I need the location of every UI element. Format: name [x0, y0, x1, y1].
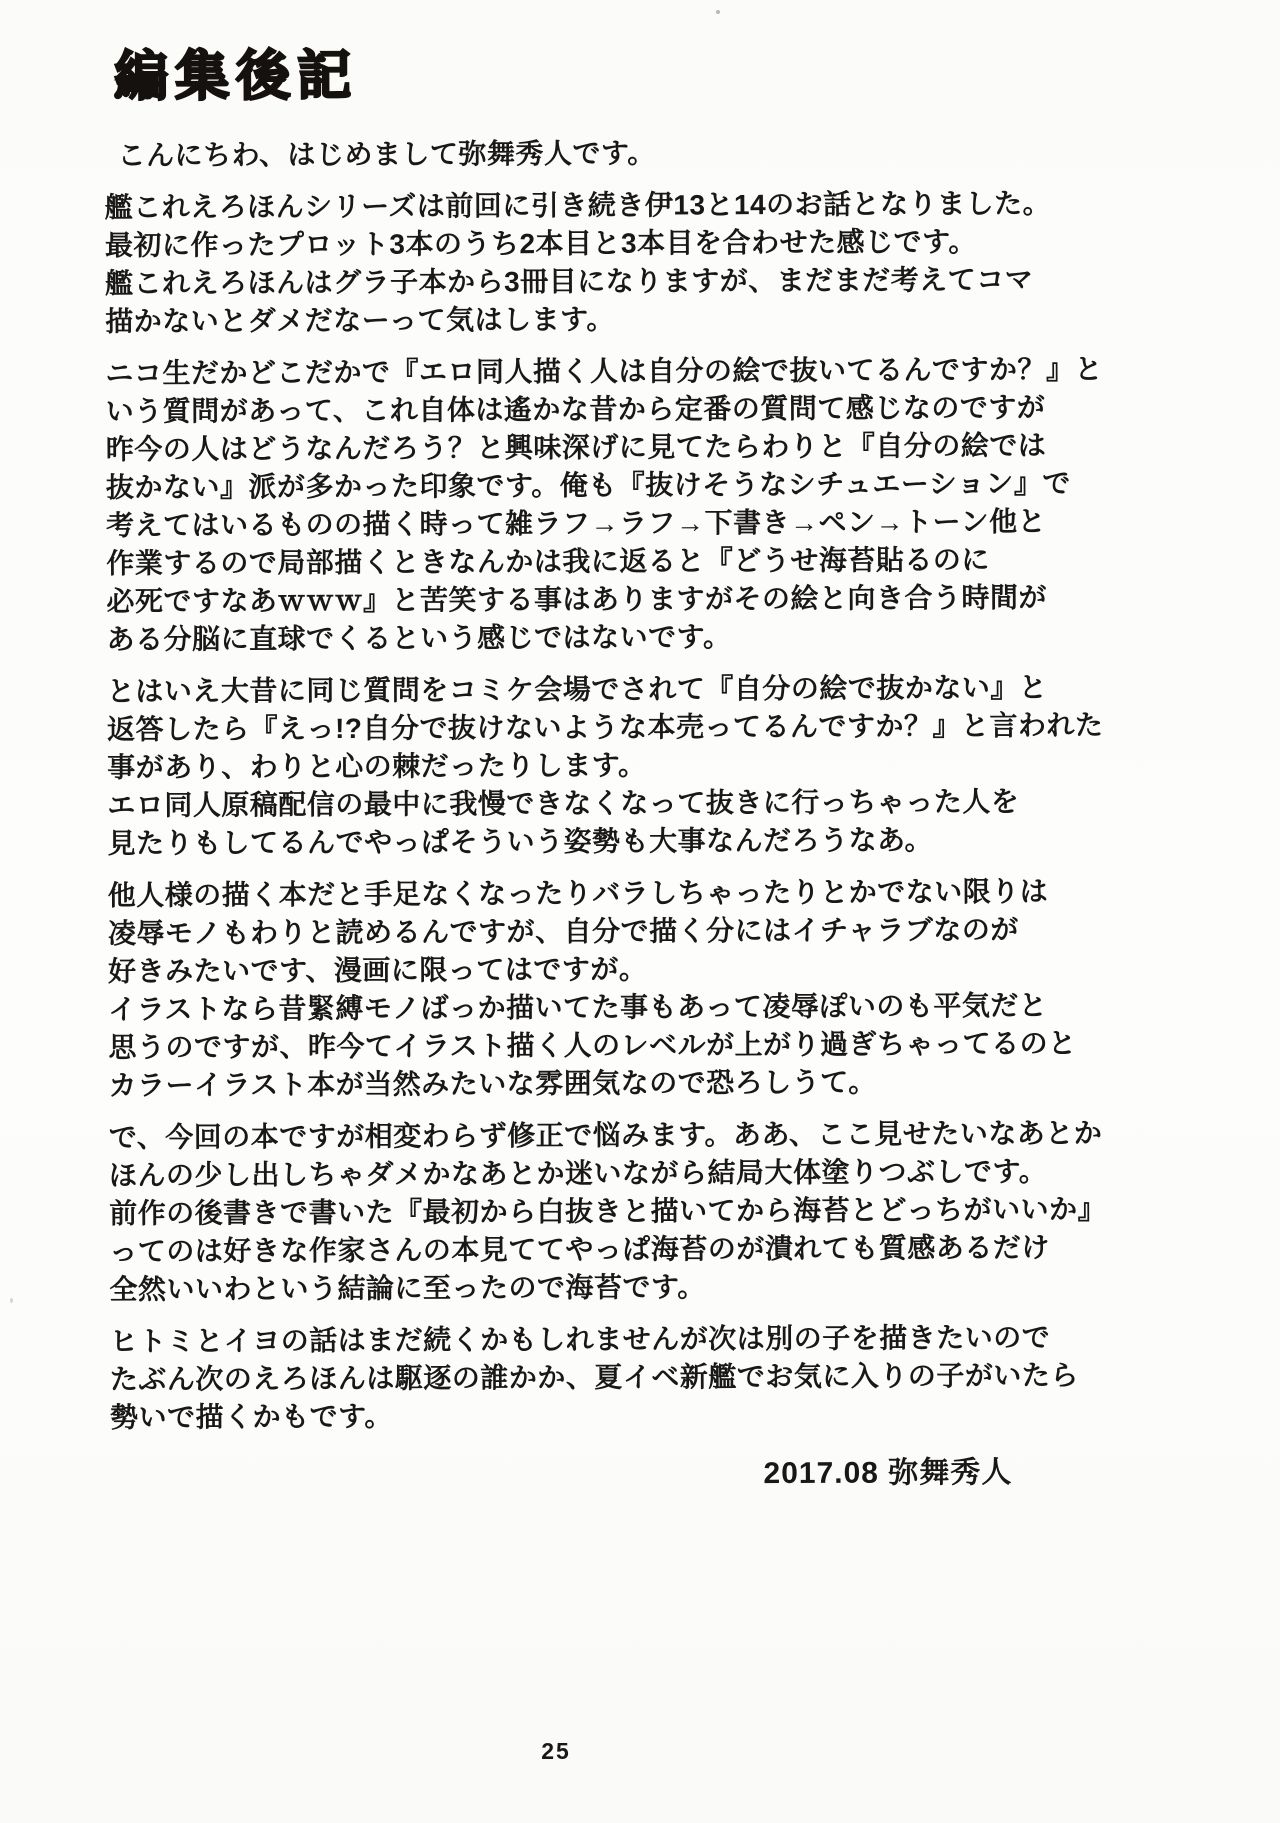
text-line: いう質問があって、これ自体は遙かな昔から定番の質問て感じなのですが: [105, 391, 1046, 427]
text-line: 返答したら『えっ!?自分で抜けないような本売ってるんですか？』と言われた: [106, 709, 1104, 745]
text-line: で、今回の本ですが相変わらず修正で悩みます。ああ、ここ見せたいなあとか: [108, 1117, 1103, 1153]
text-line: 作業するので局部描くときなんかは我に返ると『どうせ海苔貼るのに: [106, 544, 990, 579]
signature: 2017.08 弥舞秀人: [763, 1456, 1013, 1491]
afterword-content: [104, 30, 1107, 1495]
page-number: 25: [541, 1738, 571, 1764]
text-line: カラーイラスト本が当然みたいな雰囲気なので恐ろしうて。: [108, 1066, 877, 1101]
text-line: 抜かない』派が多かった印象です。俺も『抜けそうなシチュエーション』で: [105, 467, 1071, 503]
text-line: 勢いで描くかもです。: [109, 1400, 393, 1433]
text-line: 好きみたいです、漫画に限ってはですが。: [108, 953, 648, 987]
text-line: 全然いいわという結論に至ったので海苔です。: [109, 1271, 706, 1305]
text-line: ある分脳に直球でくるという感じではないです。: [106, 621, 732, 655]
paragraph: [108, 1115, 1107, 1309]
text-line: 艦これえろほんシリーズは前回に引き続き伊13と14のお話となりました。: [104, 187, 1052, 223]
text-line: ヒトミとイヨの話はまだ続くかもしれませんが次は別の子を描きたいので: [109, 1321, 1051, 1357]
scan-speck: [10, 1298, 13, 1303]
paragraph: [106, 669, 1104, 863]
text-line: 最初に作ったプロット3本のうち2本目と3本目を合わせた感じです。: [104, 226, 977, 261]
text-line: 必死ですなあｗｗｗ』と苦笑する事はありますがその絵と向き合う時間が: [106, 581, 1048, 617]
scan-speck: [716, 10, 720, 14]
text-line: とはいえ大昔に同じ質問をコミケ会場でされて『自分の絵で抜かない』と: [106, 671, 1048, 707]
text-line: たぶん次のえろほんは駆逐の誰かか、夏イベ新艦でお気に入りの子がいたら: [109, 1359, 1079, 1395]
page-title: 編集後記: [114, 45, 359, 107]
text-line: 考えてはいるものの描く時って雑ラフ→ラフ→下書き→ペン→トーン他と: [106, 505, 1047, 541]
text-line: 他人様の描く本だと手足なくなったりバラしちゃったりとかでない限りは: [107, 875, 1049, 911]
text-line: ほんの少し出しちゃダメかなあとか迷いながら結局大体塗りつぶしです。: [108, 1155, 1048, 1191]
paragraph: [104, 133, 1008, 175]
text-line: こんにちわ、はじめまして弥舞秀人です。: [117, 137, 656, 171]
text-line: エロ同人原稿配信の最中に我慢できなくなって抜きに行っちゃった人を: [107, 786, 1020, 821]
paragraph: [105, 351, 1104, 659]
text-line: ニコ生だかどこだかで『エロ同人描く人は自分の絵で抜いてるんですか？』と: [105, 353, 1104, 389]
text-line: 凌辱モノもわりと読めるんですが、自分で描く分にはイチャラブなのが: [107, 914, 1019, 949]
text-line: 思うのですが、昨今てイラスト描く人のレベルが上がり過ぎちゃってるのと: [108, 1027, 1077, 1063]
text-line: 見たりもしてるんでやっぱそういう姿勢も大事なんだろうなあ。: [107, 824, 933, 859]
text-line: 昨今の人はどうなんだろう？と興味深げに見てたらわりと『自分の絵では: [105, 429, 1047, 465]
paragraph: [109, 1319, 1079, 1437]
text-line: ってのは好きな作家さんの本見ててやっぱ海苔のが潰れても質感あるだけ: [109, 1231, 1050, 1267]
afterword-body: [104, 133, 1107, 1437]
text-line: 事があり、わりと心の棘だったりします。: [107, 749, 647, 783]
text-line: 描かないとダメだなーって気はします。: [105, 303, 615, 337]
text-line: イラストなら昔緊縛モノばっか描いてた事もあって凌辱ぽいのも平気だと: [108, 989, 1048, 1025]
paragraph: [104, 185, 1052, 341]
paragraph: [107, 873, 1077, 1105]
text-line: 艦これえろほんはグラ子本から3冊目になりますが、まだまだ考えてコマ: [105, 263, 1034, 299]
text-line: 前作の後書きで書いた『最初から白抜きと描いてから海苔とどっちがいいか』: [109, 1193, 1107, 1229]
